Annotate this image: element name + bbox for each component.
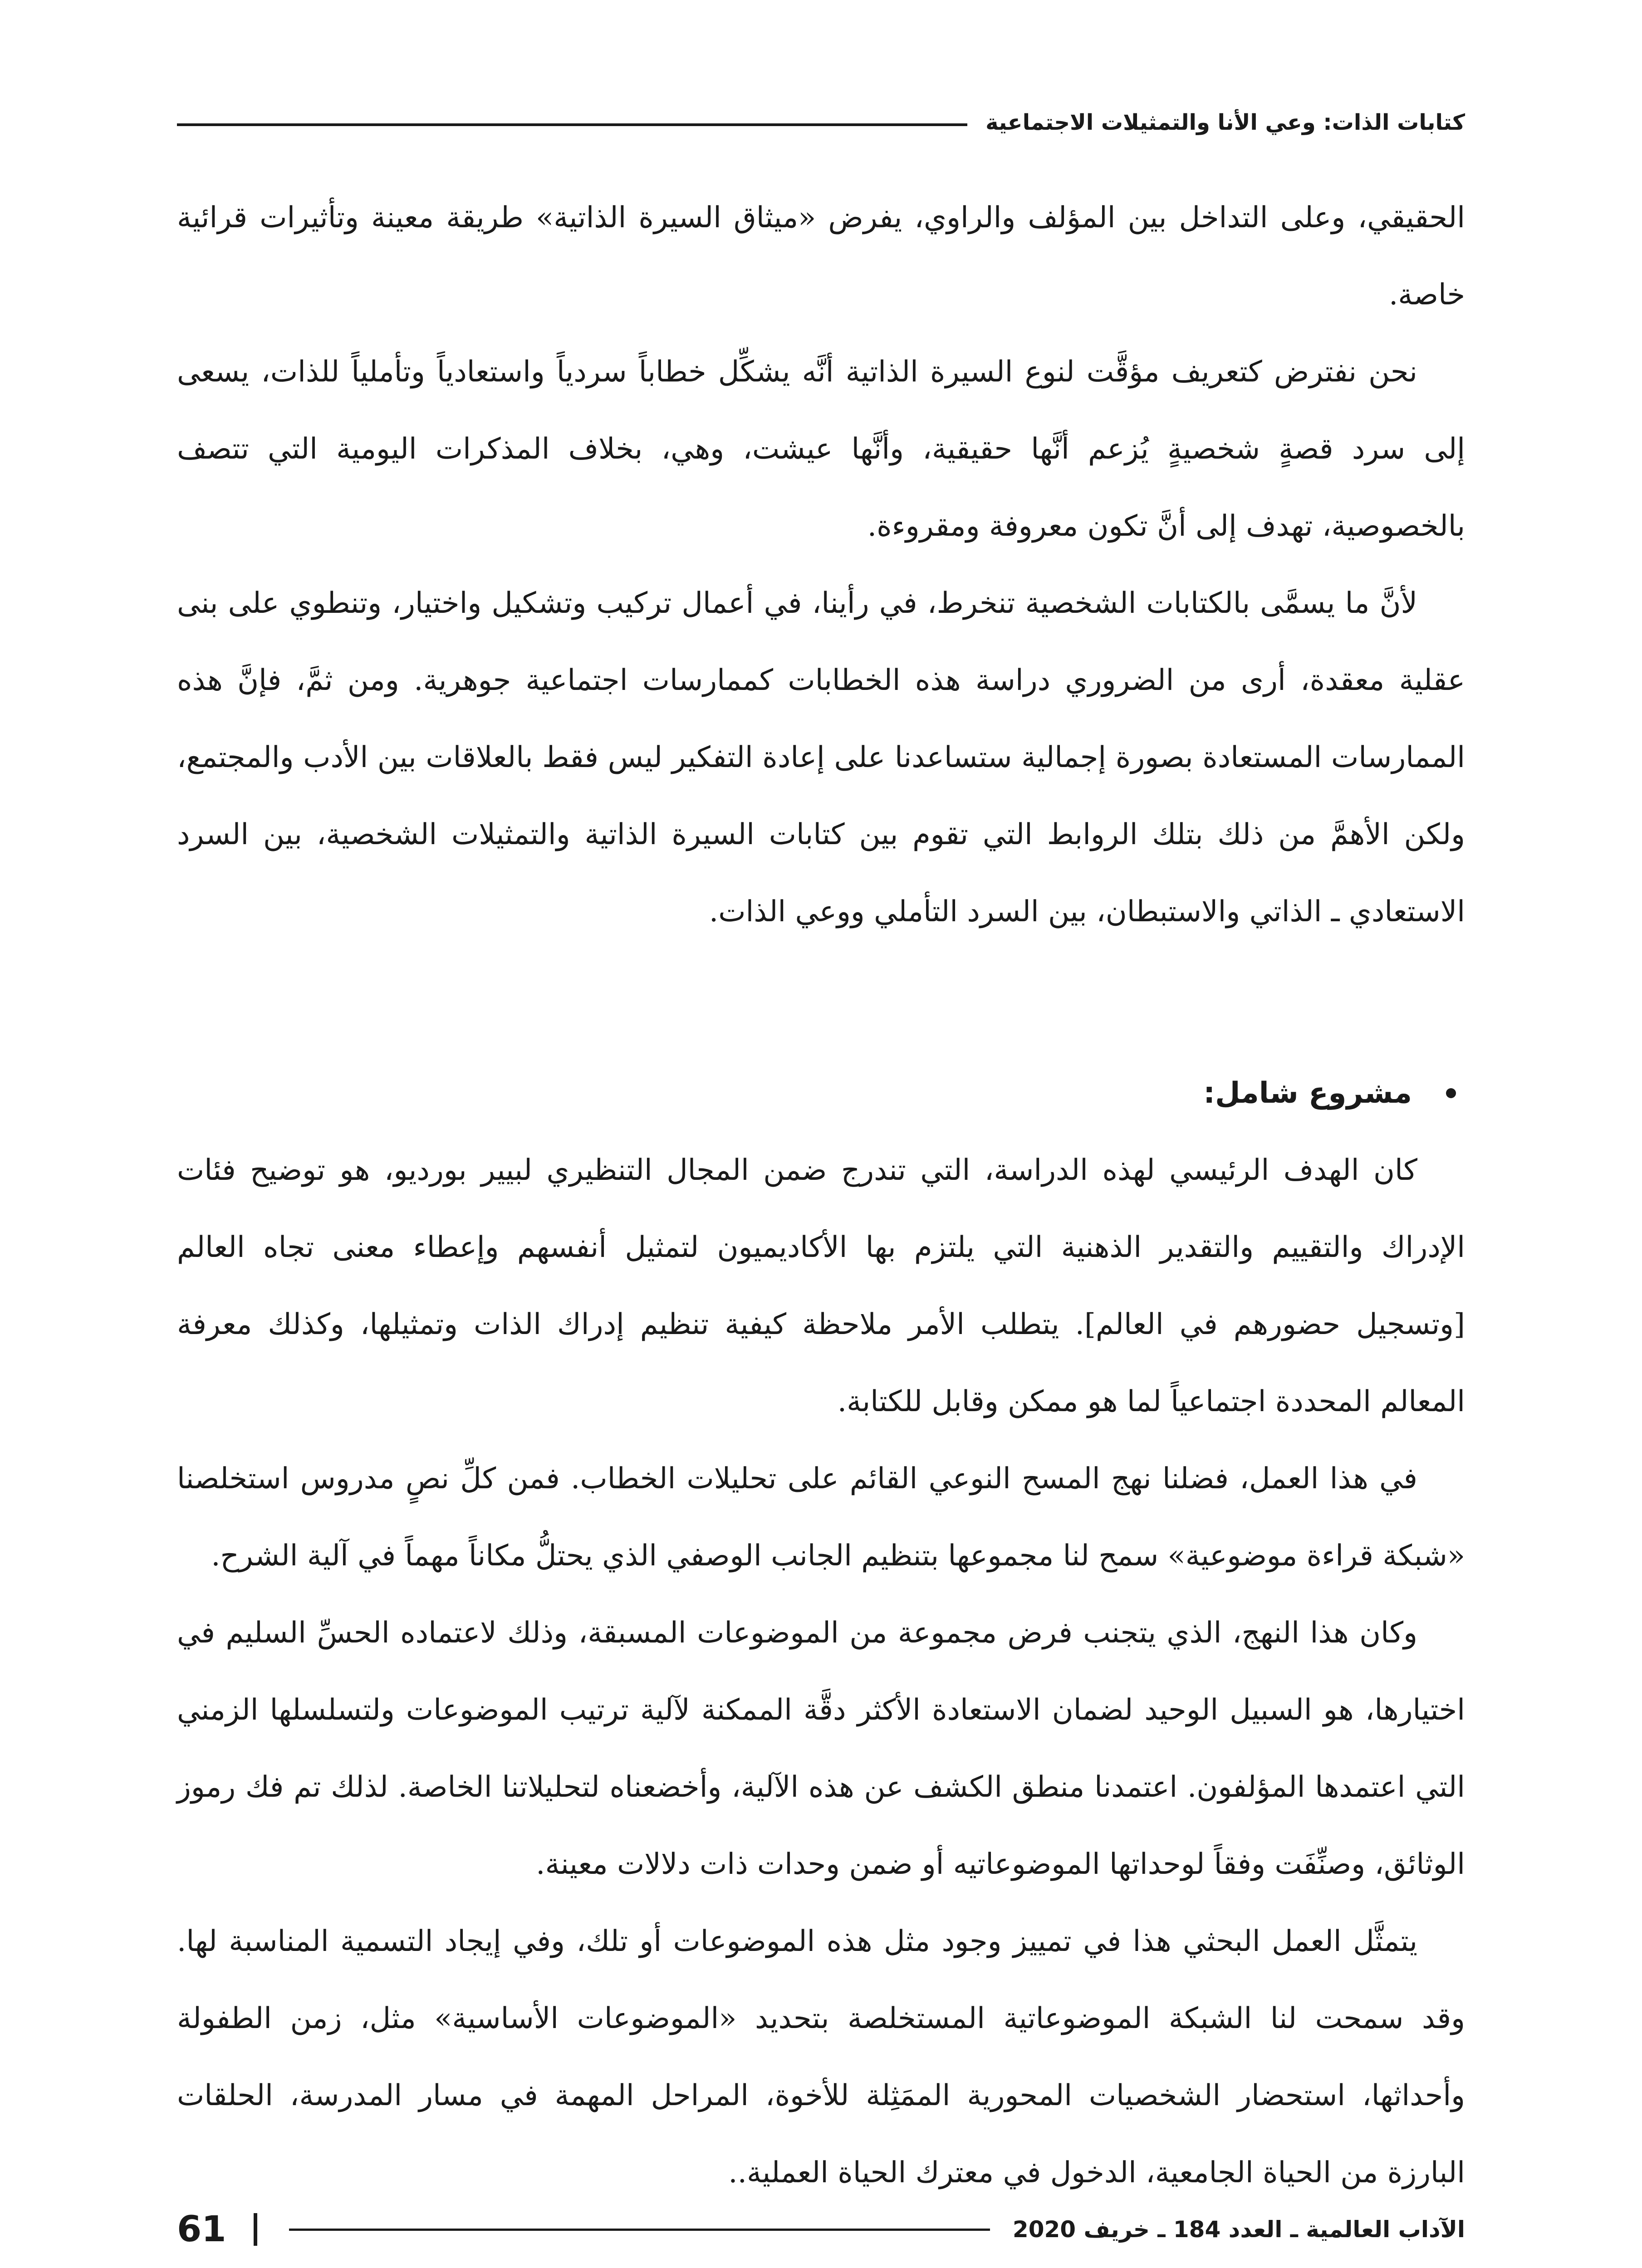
- page-footer: [177, 2204, 1465, 2254]
- paragraph: كان الهدف الرئيسي لهذه الدراسة، التي تندرج ضمن المجال التنظيري لبيير بورديو، هو توضيح فئات الإدراك والتقييم والتقدير الذهنية التي يلتزم بها الأكاديميون لتمثيل أنفسهم وإعطاء معنى تجاه العالم [وتسجيل حضورهم في العالم]. يتطلب الأمر ملاحظة كيفية تنظيم إدراك الذات وتمثيلها، وكذلك معرفة المعالم المحددة اجتماعياً لما هو ممكن وقابل للكتابة.: [177, 1154, 1465, 1418]
- paragraph: وكان هذا النهج، الذي يتجنب فرض مجموعة من الموضوعات المسبقة، وذلك لاعتماده الحسِّ السليم في اختيارها، هو السبيل الوحيد لضمان الاستعادة الأكثر دقَّة الممكنة لآلية ترتيب الموضوعات ولتسلسلها الزمني التي اعتمدها المؤلفون. اعتمدنا منطق الكشف عن هذه الآلية، وأخضعناه لتحليلاتنا الخاصة. لذلك تم فك رموز الوثائق، وصنِّفَت وفقاً لوحداتها الموضوعاتيه أو ضمن وحدات ذات دلالات معينة.: [177, 1616, 1466, 1881]
- paragraph: نحن نفترض كتعريف مؤقَّت لنوع السيرة الذاتية أنَّه يشكِّل خطاباً سردياً واستعادياً وتأملياً للذات، يسعى إلى سرد قصةٍ شخصيةٍ يُزعم أنَّها حقيقية، وأنَّها عيشت، وهي، بخلاف المذكرات اليومية التي تتصف بالخصوصية، تهدف إلى أنَّ تكون معروفة ومقروءة.: [177, 355, 1466, 543]
- paragraph: في هذا العمل، فضلنا نهج المسح النوعي القائم على تحليلات الخطاب. فمن كلِّ نصٍ مدروس استخلصنا «شبكة قراءة موضوعية» سمح لنا مجموعها بتنظيم الجانب الوصفي الذي يحتلُّ مكاناً مهماً في آلية الشرح.: [177, 1462, 1465, 1573]
- section-heading: [177, 1055, 1465, 1132]
- body-text: [177, 179, 1465, 2211]
- bullet-icon: [1446, 1088, 1456, 1098]
- header-rule: [177, 123, 967, 126]
- paragraph: يتمثَّل العمل البحثي هذا في تمييز وجود مثل هذه الموضوعات أو تلك، وفي إيجاد التسمية المناسبة لها. وقد سمحت لنا الشبكة الموضوعاتية المستخلصة بتحديد «الموضوعات الأساسية» مثل، زمن الطفولة وأحداثها، استحضار الشخصيات المحورية الممَثِلة للأخوة، المراحل المهمة في مسار المدرسة، الحلقات البارزة من الحياة الجامعية، الدخول في معترك الحياة العملية..: [177, 1925, 1466, 2190]
- running-header: [177, 104, 1465, 141]
- footer-rule: [289, 2229, 990, 2231]
- section-spacer: [177, 950, 1465, 1055]
- running-header-title: كتابات الذات: وعي الأنا والتمثيلات الاجتماعية: [985, 110, 1465, 135]
- journal-issue: الآداب العالمية ـ العدد 184 ـ خريف 2020: [1012, 2216, 1465, 2243]
- section-heading-text: مشروع شامل:: [1203, 1076, 1412, 1110]
- paragraph-continuation: الحقيقي، وعلى التداخل بين المؤلف والراوي، يفرض «ميثاق السيرة الذاتية» طريقة معينة وتأثيرات قرائية خاصة.: [177, 201, 1466, 312]
- footer-separator: [254, 2213, 257, 2246]
- paragraph: لأنَّ ما يسمَّى بالكتابات الشخصية تنخرط، في رأينا، في أعمال تركيب وتشكيل واختيار، وتنطوي على بنى عقلية معقدة، أرى من الضروري دراسة هذه الخطابات كممارسات اجتماعية جوهرية. ومن ثمَّ، فإنَّ هذه الممارسات المستعادة بصورة إجمالية ستساعدنا على إعادة التفكير ليس فقط بالعلاقات بين الأدب والمجتمع، ولكن الأهمَّ من ذلك بتلك الروابط التي تقوم بين كتابات السيرة الذاتية والتمثيلات الشخصية، بين السرد الاستعادي ـ الذاتي والاستبطان، بين السرد التأملي ووعي الذات.: [177, 587, 1466, 929]
- page-number: 61: [177, 2209, 226, 2250]
